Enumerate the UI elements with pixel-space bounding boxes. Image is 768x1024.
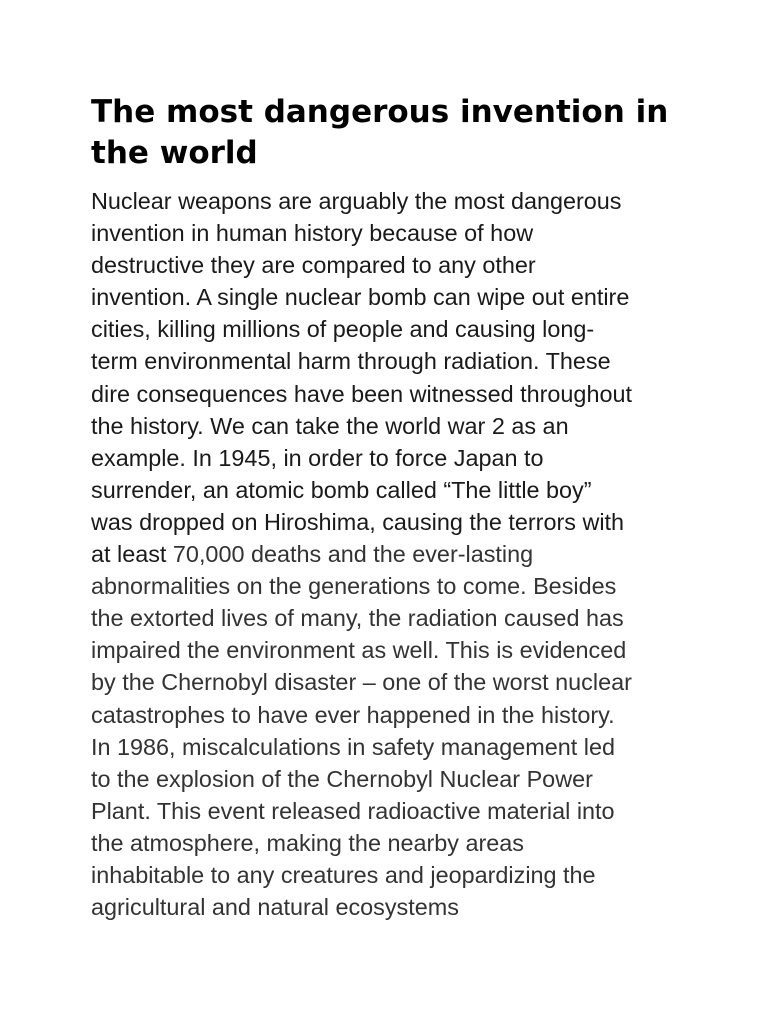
body-line: was dropped on Hiroshima, causing the terrors with [91,508,625,535]
body-line: catastrophes to have ever happened in the history. [91,701,615,728]
body-line: invention. A single nuclear bomb can wipe out entire [91,284,630,311]
body-text-segment: 70,000 deaths and the ever-lasting [166,541,534,568]
document-page [91,92,691,923]
title-line: The most dangerous invention in [91,94,669,130]
body-line: to the explosion of the Chernobyl Nuclear Power [91,765,593,792]
body-line: destructive they are compared to any other [91,252,536,279]
title-line: the world [91,135,258,171]
body-line: surrender, an atomic bomb called “The little boy” [91,476,592,503]
body-line: the history. We can take the world war 2 as an [91,412,569,439]
body-line: Nuclear weapons are arguably the most dangerous [91,188,622,214]
body-line: the extorted lives of many, the radiation caused has [91,605,624,632]
body-line: the atmosphere, making the nearby areas [91,829,524,856]
body-line: In 1986, miscalculations in safety management led [91,733,615,760]
body-line: invention in human history because of how [91,220,534,247]
body-line: Plant. This event released radioactive material into [91,797,615,824]
body-line-mixed [91,538,691,570]
body-line: term environmental harm through radiation. These [91,348,611,375]
document-title [91,92,691,174]
body-line: inhabitable to any creatures and jeopardizing the [91,861,596,888]
body-line: example. In 1945, in order to force Japan to [91,444,544,471]
body-line: dire consequences have been witnessed throughout [91,380,632,407]
body-line: cities, killing millions of people and causing long- [91,316,595,343]
body-text-segment: at least [91,541,167,568]
body-line: agricultural and natural ecosystems [91,894,459,921]
body-line: impaired the environment as well. This is evidenced [91,637,627,664]
document-body [91,185,691,923]
body-line: abnormalities on the generations to come. Besides [91,573,617,600]
body-line: by the Chernobyl disaster – one of the worst nuclear [91,669,632,696]
